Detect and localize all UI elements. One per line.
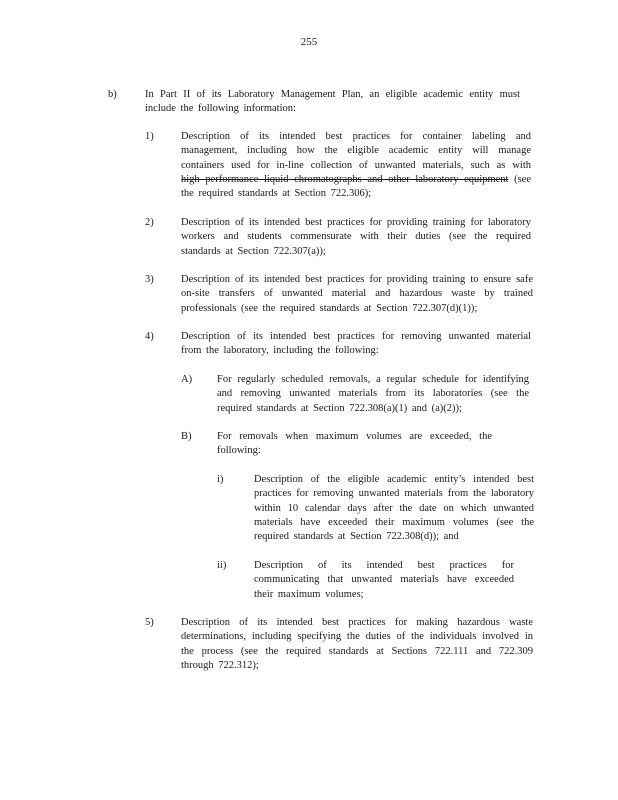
item-4-label: 4) — [145, 331, 154, 342]
item-1-struck-text: high performance liquid chromatographs and other laboratory equipment — [181, 173, 509, 185]
item-4-sub-b-ii-label: ii) — [217, 560, 227, 571]
item-3-text: Description of its intended best practices for providing training to ensure safe on-site transfers of unwanted material and hazardous waste by trained professionals (see the required standards at Section 722.307(d)(1)); — [181, 274, 533, 314]
item-4-sub-b-i-label: i) — [217, 474, 224, 485]
item-4-sub-b-i-text: Description of the eligible academic entity’s intended best practices for removing unwanted materials from the laboratory within 10 calendar days after the date on which unwanted materials have exceeded their maximum volumes (see the required standards at Section 722.308(d)); and — [254, 474, 534, 543]
item-1-text-before: Description of its intended best practices for container labeling and management, including how the eligible academic entity will manage containers used for in-line collection of unwanted materials, such as with — [181, 131, 531, 171]
section-b-text: In Part II of its Laboratory Management Plan, an eligible academic entity must include the following information: — [145, 89, 520, 115]
item-5-label: 5) — [145, 617, 154, 628]
item-4-sub-a-label: A) — [181, 374, 193, 385]
item-4-sub-a-text: For regularly scheduled removals, a regular schedule for identifying and removing unwanted materials from its laboratories (see the required standards at Section 722.308(a)(1) and (a)(2)); — [217, 374, 529, 414]
item-4-sub-b-ii-text: Description of its intended best practices for communicating that unwanted materials have exceeded their maximum volumes; — [254, 560, 514, 600]
section-b-label: b) — [108, 89, 117, 100]
item-4-sub-b-text: For removals when maximum volumes are exceeded, the following: — [217, 431, 492, 457]
item-3-label: 3) — [145, 274, 154, 285]
item-2-text: Description of its intended best practices for providing training for laboratory workers and students commensurate with their duties (see the required standards at Section 722.307(a)); — [181, 217, 531, 257]
item-2-label: 2) — [145, 217, 154, 228]
item-1-label: 1) — [145, 131, 154, 142]
item-5-text: Description of its intended best practices for making hazardous waste determinations, including specifying the duties of the individuals involved in the process (see the required standards at Sections 722.111 and 722.309 through 722.312); — [181, 617, 533, 671]
item-4-sub-b-label: B) — [181, 431, 192, 442]
item-1-text — [181, 130, 531, 201]
item-4-text: Description of its intended best practices for removing unwanted material from the laboratory, including the following: — [181, 331, 531, 357]
page-number: 255 — [300, 36, 318, 48]
item-1-text-after: (see the required standards at Section 722.306); — [181, 173, 531, 200]
